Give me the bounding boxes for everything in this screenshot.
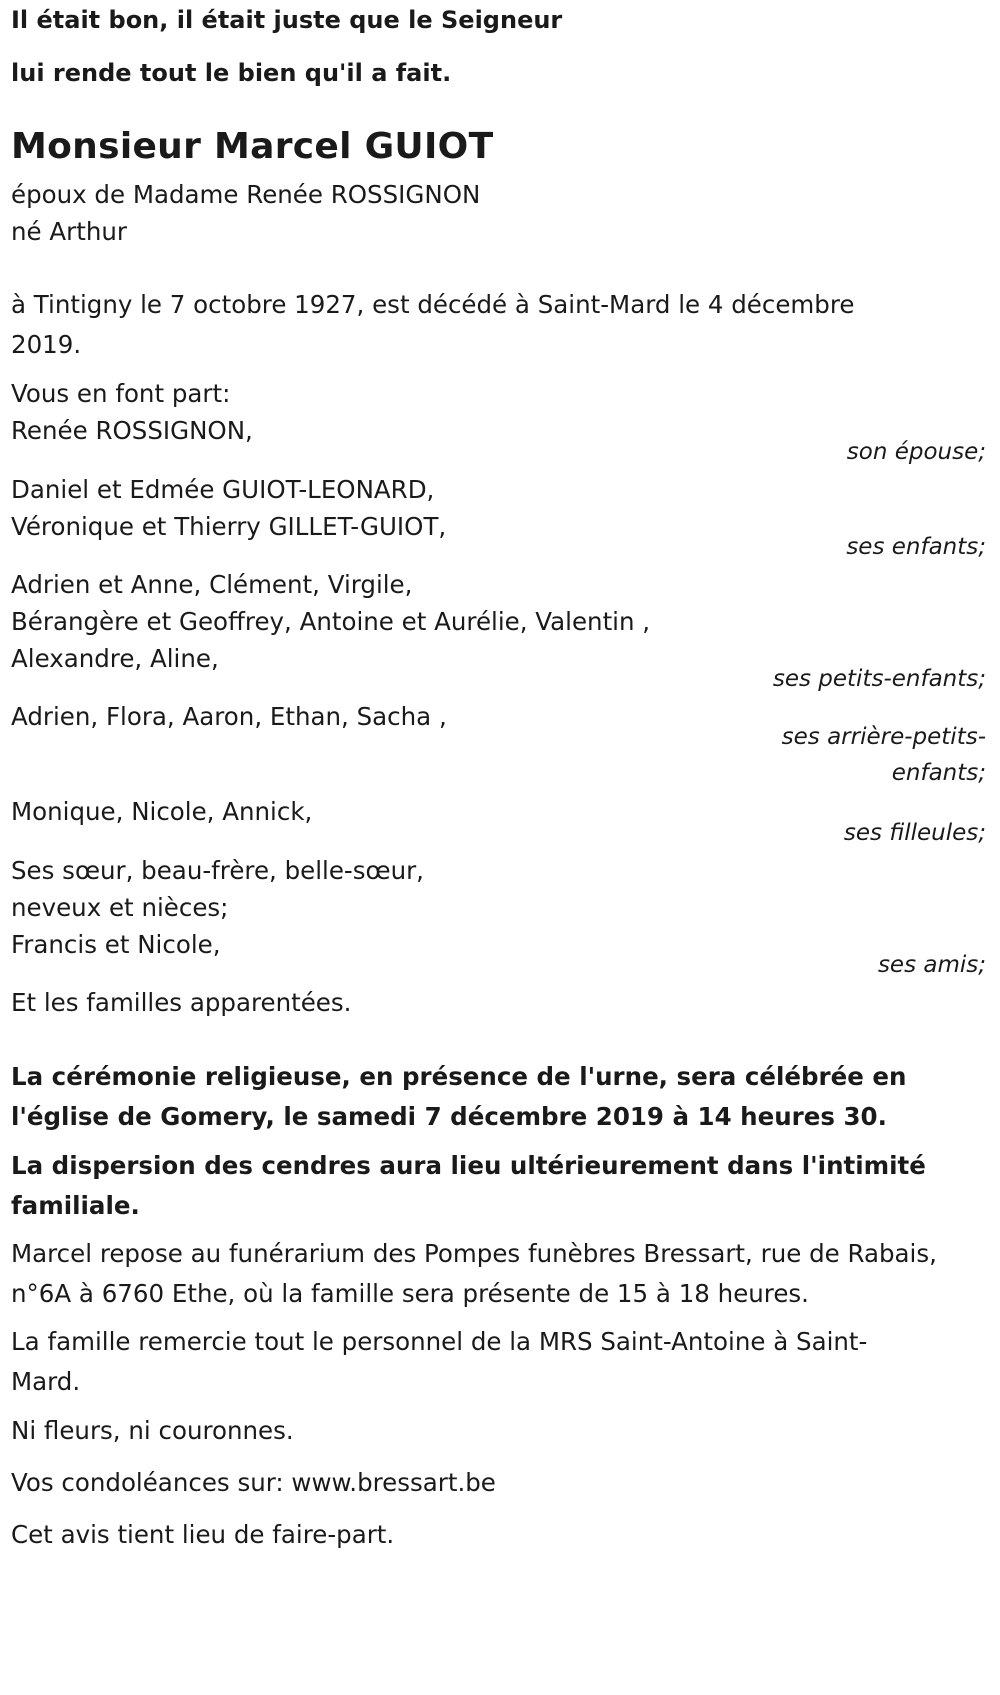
quote-line-2: lui rende tout le bien qu'il a fait. [11,59,452,87]
announcement-intro: Vous en font part: [11,379,231,408]
condolences-line: Vos condoléances sur: www.bressart.be [11,1468,496,1497]
family-line: Renée ROSSIGNON, [11,416,253,445]
announcement-closing: Et les familles apparentées. [11,988,352,1017]
family-line: Monique, Nicole, Annick, [11,797,313,826]
family-line: Ses sœur, beau-frère, belle-sœur, [11,856,424,885]
relation-label: enfants; [891,760,986,786]
funeral-home-info: Marcel repose au funérarium des Pompes funèbres Bressart, rue de Rabais, n°6A à 6760 Ethe, où la famille sera présente de 15 à 18 heures. [11,1239,937,1308]
flowers-note: Ni fleurs, ni couronnes. [11,1416,294,1445]
family-line: Véronique et Thierry GILLET-GUIOT, [11,512,447,541]
family-line: Bérangère et Geoffrey, Antoine et Aurélie, Valentin , [11,607,651,636]
family-line: Alexandre, Aline, [11,644,219,673]
family-line: Daniel et Edmée GUIOT-LEONARD, [11,475,435,504]
family-line: Adrien et Anne, Clément, Virgile, [11,570,413,599]
relation-label: son épouse; [846,439,986,465]
birthname-line: né Arthur [11,217,127,246]
relation-label: ses enfants; [846,534,986,560]
quote-line-1: Il était bon, il était juste que le Seigneur [11,6,563,34]
deceased-name: Monsieur Marcel GUIOT [11,126,494,167]
family-line: Francis et Nicole, [11,930,221,959]
ceremony-text: La cérémonie religieuse, en présence de l'urne, sera célébrée en l'église de Gomery, le samedi 7 décembre 2019 à 14 heures 30. [11,1062,907,1131]
relation-label: ses arrière-petits- [781,724,986,750]
birth-death-dates: à Tintigny le 7 octobre 1927, est décédé à Saint-Mard le 4 décembre 2019. [11,290,855,359]
family-line: neveux et nièces; [11,893,229,922]
dispersion-text: La dispersion des cendres aura lieu ultérieurement dans l'intimité familiale. [11,1151,926,1220]
relation-label: ses petits-enfants; [772,666,986,692]
relation-label: ses amis; [877,952,986,978]
spouse-line: époux de Madame Renée ROSSIGNON [11,180,481,209]
thanks-text: La famille remercie tout le personnel de la MRS Saint-Antoine à Saint-Mard. [11,1327,868,1396]
relation-label: ses filleules; [843,820,986,846]
notice-line: Cet avis tient lieu de faire-part. [11,1520,395,1549]
family-line: Adrien, Flora, Aaron, Ethan, Sacha , [11,702,447,731]
